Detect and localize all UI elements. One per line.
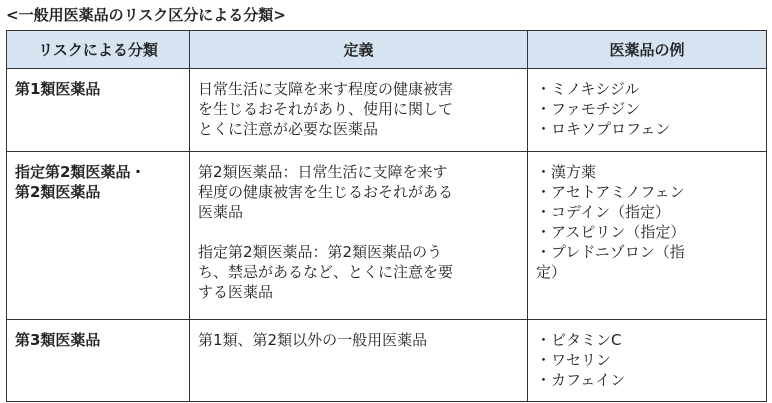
row-category: 指定第2類医薬品・ 第2類医薬品 <box>15 163 146 201</box>
example-item: ・漢方薬 <box>536 163 597 181</box>
row-category-cell <box>7 152 190 320</box>
row-examples-cell <box>528 152 767 320</box>
table-header-row <box>7 31 767 69</box>
table-caption: <一般用医薬品のリスク区分による分類> <box>6 6 286 24</box>
examples-list <box>536 79 758 139</box>
header-examples: 医薬品の例 <box>528 31 767 69</box>
row-category-cell <box>7 320 190 402</box>
example-item: ・ビタミンC <box>536 331 622 349</box>
example-item: ・ワセリン <box>536 351 612 369</box>
row-category: 第1類医薬品 <box>15 80 101 98</box>
header-risk-category: リスクによる分類 <box>7 31 190 69</box>
header-definition: 定義 <box>190 31 528 69</box>
row-category: 第3類医薬品 <box>15 331 101 349</box>
risk-classification-table <box>6 30 767 402</box>
row-definition: 第2類医薬品：日常生活に支障を来す 程度の健康被害を生じるおそれがある 医薬品 <box>198 163 454 221</box>
example-item: ・ファモチジン <box>536 100 641 118</box>
example-item: ・コデイン（指定） <box>536 203 670 221</box>
example-item: ・アスピリン（指定） <box>536 223 686 241</box>
row-definition-extra: 指定第2類医薬品：第2類医薬品のう ち、禁忌があるなど、とくに注意を要 する医薬品 <box>198 243 454 301</box>
paragraph-gap <box>198 222 519 242</box>
example-item: ・アセトアミノフェン <box>536 183 685 201</box>
row-definition-cell <box>190 152 528 320</box>
example-item: ・ロキソプロフェン <box>536 120 671 138</box>
row-examples-cell <box>528 320 767 402</box>
examples-list <box>536 330 758 390</box>
example-item: ・プレドニゾロン（指 定） <box>536 243 685 281</box>
row-definition: 第1類、第2類以外の一般用医薬品 <box>198 331 428 349</box>
row-category-cell <box>7 69 190 152</box>
example-item: ・カフェイン <box>536 371 626 389</box>
row-definition-cell <box>190 69 528 152</box>
table-row <box>7 320 767 402</box>
row-definition: 日常生活に支障を来す程度の健康被害 を生じるおそれがあり、使用に関して とくに注意が必要な医薬品 <box>198 80 454 138</box>
row-examples-cell <box>528 69 767 152</box>
examples-list <box>536 162 758 282</box>
example-item: ・ミノキシジル <box>536 80 640 98</box>
row-definition-cell <box>190 320 528 402</box>
table-row <box>7 69 767 152</box>
table-row <box>7 152 767 320</box>
